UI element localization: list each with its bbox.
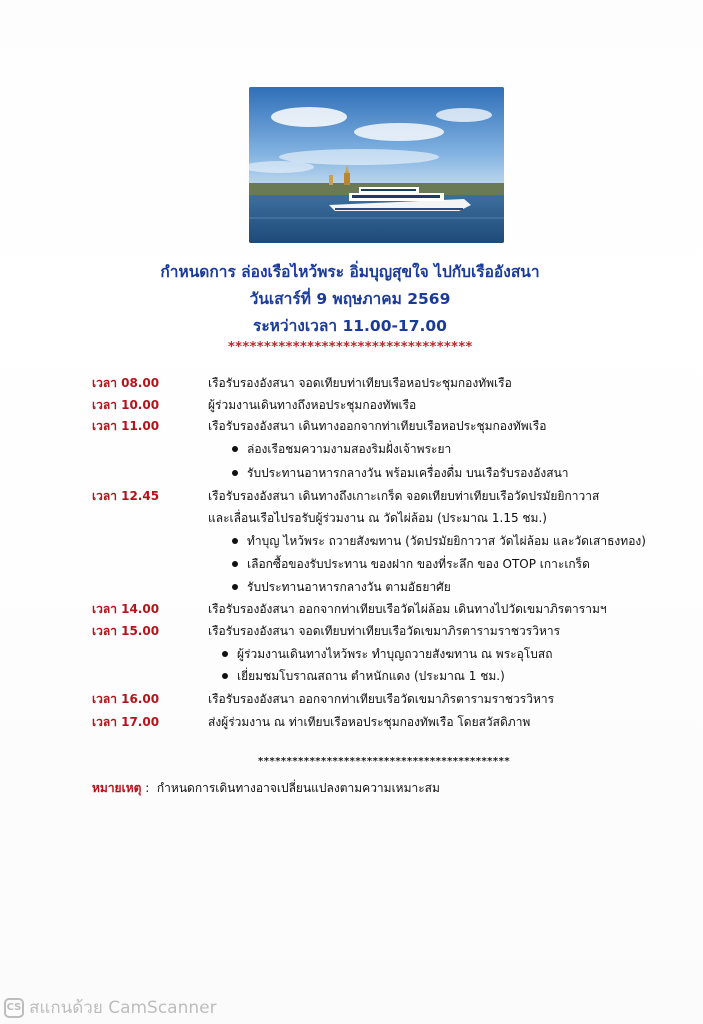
schedule-text: เรือรับรองอังสนา จอดเทียบท่าเทียบเรือหอประชุมกองทัพเรือ — [208, 376, 512, 390]
schedule-bullet: ล่องเรือชมความงามสองริมฝั่งเจ้าพระยา — [232, 440, 451, 458]
schedule-time: เวลา 10.00 — [92, 398, 160, 412]
title-block — [80, 259, 620, 340]
bullet-icon — [232, 538, 238, 544]
watermark-text: สแกนด้วย CamScanner — [29, 998, 217, 1018]
note-text: กำหนดการเดินทางอาจเปลี่ยนแปลงตามความเหมาะสม — [156, 781, 440, 795]
schedule-time: เวลา 16.00 — [92, 692, 160, 706]
schedule-time: เวลา 08.00 — [92, 376, 160, 390]
camscanner-logo-icon: CS — [4, 998, 24, 1018]
schedule-text: เรือรับรองอังสนา ออกจากท่าเทียบเรือวัดไผ่ล้อม เดินทางไปวัดเขมาภิรตารามฯ — [208, 602, 607, 616]
schedule-bullet: ผู้ร่วมงานเดินทางไหว้พระ ทำบุญถวายสังฆทาน ณ พระอุโบสถ — [222, 645, 552, 663]
schedule-time: เวลา 17.00 — [92, 715, 160, 729]
event-date: วันเสาร์ที่ 9 พฤษภาคม 2569 — [249, 290, 451, 308]
schedule-text: ผู้ร่วมงานเดินทางถึงหอประชุมกองทัพเรือ — [208, 398, 417, 412]
bullet-icon — [222, 651, 228, 657]
camscanner-watermark — [4, 994, 217, 1021]
schedule-bullet: ทำบุญ ไหว้พระ ถวายสังฆทาน (วัดปรมัยยิกาวาส วัดไผ่ล้อม และวัดเสาธงทอง) — [232, 532, 646, 550]
schedule-text: เรือรับรองอังสนา เดินทางออกจากท่าเทียบเรือหอประชุมกองทัพเรือ — [208, 419, 547, 433]
schedule-bullet: รับประทานอาหารกลางวัน พร้อมเครื่องดื่ม บนเรือรับรองอังสนา — [232, 464, 569, 482]
bullet-icon — [232, 446, 238, 452]
top-star-divider: ********************************** — [228, 340, 473, 355]
schedule-bullet: เยี่ยมชมโบราณสถาน ตำหนักแดง (ประมาณ 1 ชม.) — [222, 667, 505, 685]
note-separator: : — [141, 781, 157, 795]
bottom-star-divider: ******************************************** — [258, 756, 511, 767]
schedule-text: เรือรับรองอังสนา ออกจากท่าเทียบเรือวัดเขมาภิรตารามราชวรวิหาร — [208, 692, 555, 706]
note — [92, 779, 440, 798]
schedule-text: เรือรับรองอังสนา จอดเทียบท่าเทียบเรือวัดเขมาภิรตารามราชวรวิหาร — [208, 624, 561, 638]
note-label: หมายเหตุ — [92, 781, 142, 795]
schedule-time: เวลา 14.00 — [92, 602, 160, 616]
schedule-time: เวลา 15.00 — [92, 624, 160, 638]
schedule-bullet: เลือกซื้อของรับประทาน ของฝาก ของที่ระลึก ของ OTOP เกาะเกร็ด — [232, 555, 590, 573]
ferry-boat-photo — [249, 87, 504, 243]
bullet-icon — [222, 673, 228, 679]
schedule-text: เรือรับรองอังสนา เดินทางถึงเกาะเกร็ด จอดเทียบท่าเทียบเรือวัดปรมัยยิกาวาส — [208, 489, 600, 503]
schedule-time: เวลา 11.00 — [92, 419, 160, 433]
bullet-icon — [232, 561, 238, 567]
bullet-icon — [232, 584, 238, 590]
schedule-bullet: รับประทานอาหารกลางวัน ตามอัธยาศัย — [232, 578, 451, 596]
schedule-text-continued: และเลื่อนเรือไปรอรับผู้ร่วมงาน ณ วัดไผ่ล้อม (ประมาณ 1.15 ชม.) — [208, 511, 547, 525]
bullet-icon — [232, 470, 238, 476]
schedule-text: ส่งผู้ร่วมงาน ณ ท่าเทียบเรือหอประชุมกองทัพเรือ โดยสวัสดิภาพ — [208, 715, 531, 729]
event-time-range: ระหว่างเวลา 11.00-17.00 — [253, 317, 447, 335]
event-title: กำหนดการ ล่องเรือไหว้พระ อิ่มบุญสุขใจ ไปกับเรืออังสนา — [160, 263, 540, 281]
schedule-time: เวลา 12.45 — [92, 489, 160, 503]
